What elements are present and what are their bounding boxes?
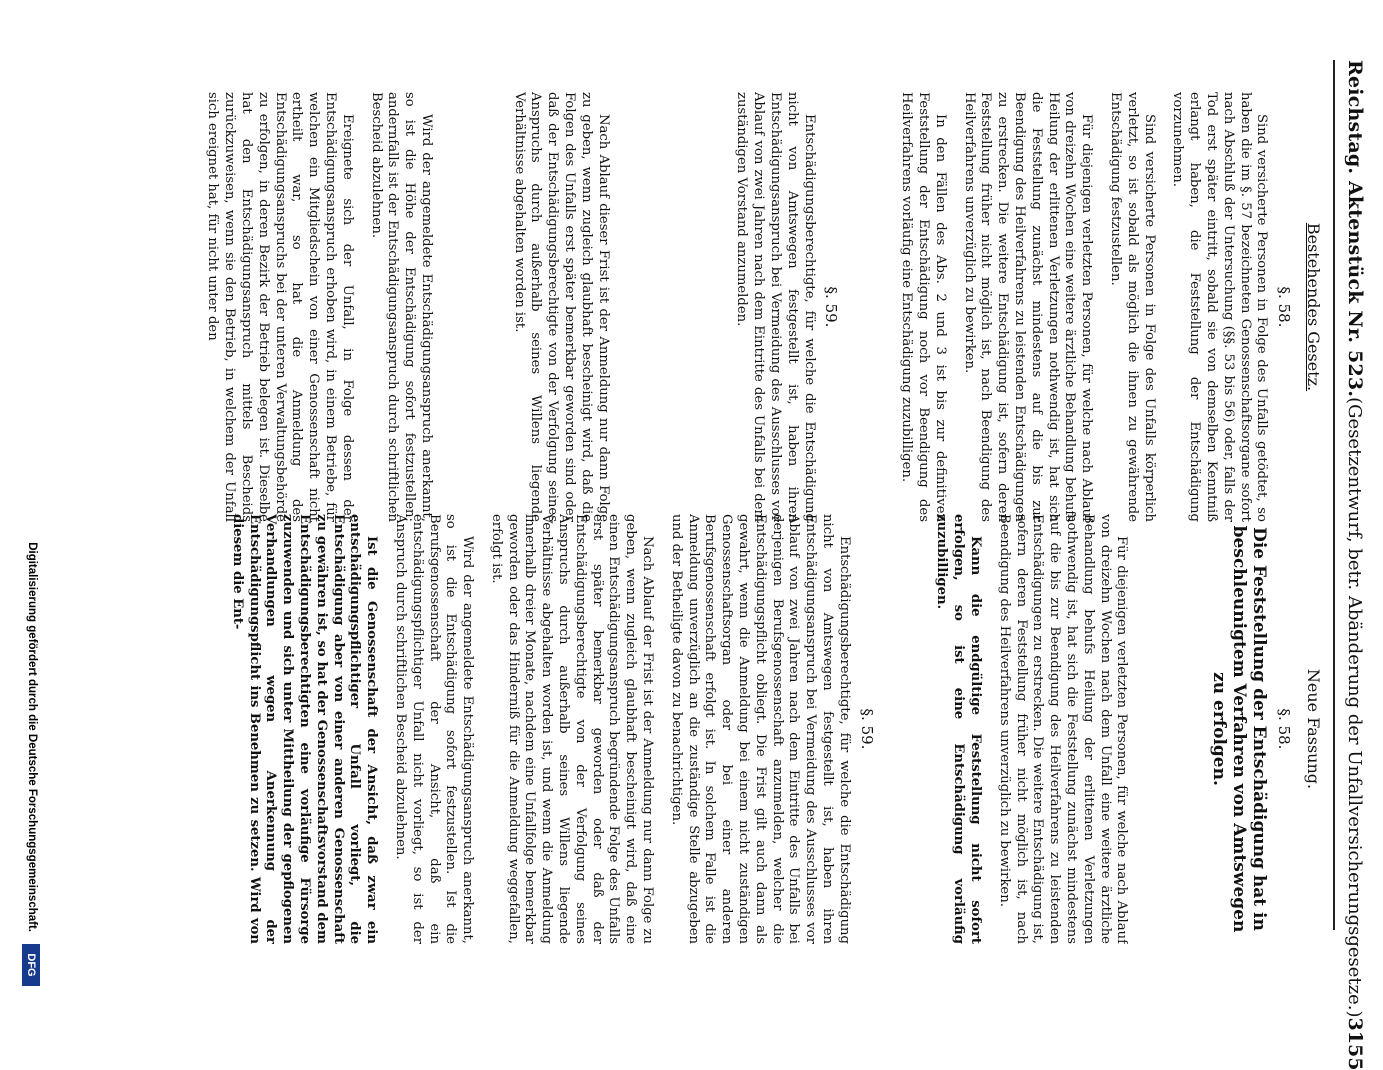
- paragraph-bold: Ist die Genossenschaft der Ansicht, daß zwar ein entschädigungspflichtiger Unfall vorliegt, die Entschädigung aber von einer anderen Genossenschaft zu gewähren ist, so hat der Genossenschaftsvorstand dem Entschädigungsberechtigten eine vorläufige Fürsorge zuzuwenden und sich unter Mittheilung der gepflogenen Verhandlungen wegen Anerkennung der Entschädigungspflicht ins Benehmen zu setzen. Wird von diesem die Ent-: [229, 514, 380, 944]
- paragraph: Nach Ablauf dieser Frist ist der Anmeldung nur dann Folge zu geben, wenn zugleich glaubhaft bescheinigt wird, daß die Folgen des Unfalls erst später bemerkbar geworden sind oder daß der Entschädigungsberechtigte von der Verfolgung seines Anspruchs durch außerhalb seines Willens liegende Verhältnisse abgehalten worden ist.: [511, 92, 611, 522]
- paragraph: Sind versicherte Personen in Folge des Unfalls körperlich verletzt, so ist sobald als möglich die ihnen zu gewährende Entschädigung festzustellen.: [1108, 92, 1157, 522]
- paragraph: Nach Ablauf der Frist ist der Anmeldung nur dann Folge zu geben, wenn zugleich glaubhaft bescheinigt wird, daß eine einen Entschädigungsanspruch begründende Folge des Unfalls erst später bemerkbar geworden oder daß der Entschädigungsberechtigte von der Verfolgung seines Anspruchs durch außerhalb seines Willens liegende Verhältnisse abgehalten worden ist, und wenn die Anmeldung innerhalb dreier Monate, nachdem eine Unfallfolge bemerkbar geworden oder das Hinderniß für die Anmeldung weggefallen, erfolgt ist.: [488, 514, 656, 944]
- section-58-existing: §. 58.: [1275, 286, 1294, 328]
- bold-provision-58: Die Feststellung der Entschädigung hat in beschleunigtem Verfahren von Amtswegen zu erfolgen.: [1209, 525, 1270, 933]
- paragraph: Für diejenigen verletzten Personen, für welche nach Ablauf von dreizehn Wochen nach dem Unfall eine weitere ärztliche Behandlung behufs Heilung der erlittenen Verletzungen nothwendig ist, hat sich die Feststellung zunächst mindestens auf die bis zur Beendigung des Heilverfahrens zu leistenden Entschädigungen zu erstrecken. Die weitere Entschädigung ist, sofern deren Feststellung früher nicht möglich ist, nach Beendigung des Heilverfahrens unverzüglich zu bewirken.: [996, 514, 1130, 944]
- paragraph-bold: Kann die endgültige Feststellung nicht sofort erfolgen, so ist eine Entschädigung vorläufig zuzubilligen.: [934, 514, 984, 944]
- column-existing-law: [95, 92, 1325, 522]
- paragraph: Sind versicherte Personen in Folge des Unfalls getödtet, so haben die im §. 57 bezeichneten Genossenschaftsorgane sofort nach Abschluß der Untersuchung (§§. 53 bis 56) oder, falls der Tod erst später eintritt, sobald sie von demselben Kenntniß erlangt haben, die Feststellung der Entschädigung vorzunehmen.: [1170, 92, 1270, 522]
- paragraph: Ereignete sich der Unfall, in Folge dessen der Entschädigungsanspruch erhoben wird, in einem Betriebe, für welchen ein Mitgliedschein von einer Genossenschaft nicht ertheilt war, so hat die Anmeldung des Entschädigungsanspruchs bei der unteren Verwaltungsbehörde zu erfolgen, in deren Bezirk der Betrieb belegen ist. Dieselbe hat den Entschädigungsanspruch mittels Bescheids zurückzuweisen, wenn sie den Betrieb, in welchem der Unfall sich ereignet hat, für nicht unter den: [205, 92, 355, 522]
- section-59-existing: §. 59.: [822, 286, 841, 328]
- header-subtitle: (Gesetzentwurf, betr. Abänderung der Unfallversicherungsgesetze.): [1344, 397, 1366, 1018]
- column-heading-new: Neue Fassung.: [1304, 668, 1323, 790]
- section-59-new: §. 59.: [857, 708, 876, 750]
- paragraph: Wird der angemeldete Entschädigungsanspruch anerkannt, so ist die Entschädigung sofort festzustellen. Ist die Berufsgenossenschaft der Ansicht, daß ein entschädigungspflichtiger Unfall nicht vorliegt, so ist der Anspruch durch schriftlichen Bescheid abzulehnen.: [392, 514, 476, 944]
- column-new-version: [95, 514, 1325, 944]
- section-58-new: §. 58.: [1275, 708, 1294, 750]
- dfg-logo: DFG: [22, 944, 40, 986]
- paragraph: Entschädigungsberechtigte, für welche die Entschädigung nicht von Amtswegen festgestellt ist, haben ihren Entschädigungsanspruch bei Vermeidung des Ausschlusses vor Ablauf von zwei Jahren nach dem Eintritte des Unfalls bei derjenigen Berufsgenossenschaft anzumelden, welcher die Entschädigungspflicht obliegt. Die Frist gilt auch dann als gewahrt, wenn die Anmeldung bei einem nicht zuständigen Genossenschaftsorgan oder bei einer anderen Berufsgenossenschaft erfolgt ist. In solchem Falle ist die Anmeldung unverzüglich an die zuständige Stelle abzugeben und der Betheiligte davon zu benachrichtigen.: [668, 514, 852, 944]
- paragraph: Für diejenigen verletzten Personen, für welche nach Ablauf von dreizehn Wochen eine weitere ärztliche Behandlung behufs Heilung der erlittenen Verletzungen nothwendig ist, hat sich die Feststellung zunächst mindestens auf die bis zur Beendigung des Heilverfahrens zu leistenden Entschädigungen zu erstrecken. Die weitere Entschädigung ist, sofern deren Feststellung früher nicht möglich ist, nach Beendigung des Heilverfahrens unverzüglich zu bewirken.: [961, 92, 1095, 522]
- paragraph: In den Fällen des Abs. 2 und 3 ist bis zur definitiven Feststellung der Entschädigung noch vor Beendigung des Heilverfahrens vorläufig eine Entschädigung zuzubilligen.: [899, 92, 948, 522]
- digitization-credit: [8, 0, 48, 1000]
- page-header: [1333, 60, 1375, 1070]
- paragraph: Wird der angemeldete Entschädigungsanspruch anerkannt, so ist die Höhe der Entschädigung sofort festzustellen; andernfalls ist der Entschädigungsanspruch durch schriftlichen Bescheid abzulehnen.: [368, 92, 434, 522]
- page-number: 3155: [1344, 1017, 1366, 1070]
- header-title: Reichstag. Aktenstück Nr. 523.: [1344, 60, 1366, 398]
- credit-text: Digitalisierung gefördert durch die Deutsche Forschungsgemeinschaft.: [26, 542, 38, 932]
- paragraph: Entschädigungsberechtigte, für welche die Entschädigung nicht von Amtswegen festgestellt ist, haben ihren Entschädigungsanspruch bei Vermeidung des Ausschlusses vor Ablauf von zwei Jahren nach dem Eintritte des Unfalls bei dem zuständigen Vorstand anzumelden.: [734, 92, 817, 522]
- column-heading-existing: Bestehendes Gesetz.: [1304, 222, 1323, 392]
